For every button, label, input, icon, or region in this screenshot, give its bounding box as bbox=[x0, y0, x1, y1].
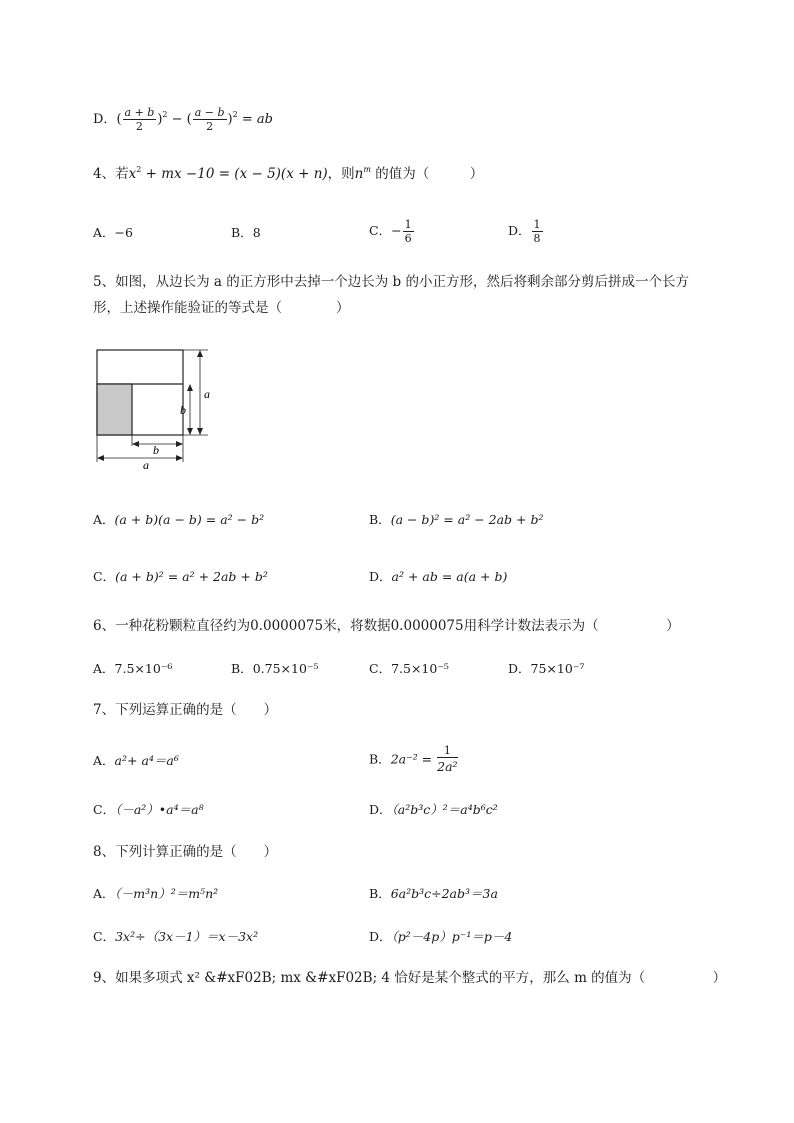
q5-stem-line2: 形，上述操作能验证的等式是（ ） bbox=[93, 300, 350, 316]
q5-stem-line1: 5、如图，从边长为 a 的正方形中去掉一个边长为 b 的小正方形，然后将剩余部分剪后拼成一个长方 bbox=[93, 274, 689, 290]
fraction: $\frac{1}{8}$ bbox=[533, 218, 541, 245]
q8-option-c[interactable]: C．3x²÷（3x－1）＝x－3x² bbox=[93, 929, 259, 944]
q5-option-c[interactable]: C．(a + b)² = a² + 2ab + b² bbox=[93, 569, 268, 584]
q8-option-a[interactable]: A．（－m³n）²＝m⁵n² bbox=[93, 886, 219, 901]
label-a-right: a bbox=[204, 387, 210, 401]
q7-option-c[interactable]: C．（－a²）•a⁴＝a⁸ bbox=[93, 802, 204, 817]
label-b-bottom: b bbox=[153, 443, 159, 457]
fraction: $\frac{1}{6}$ bbox=[404, 218, 412, 245]
q4-option-b[interactable]: B．8 bbox=[231, 225, 261, 240]
q5-option-a[interactable]: A．(a + b)(a − b) = a² − b² bbox=[93, 512, 265, 527]
q4-option-d[interactable]: D． $\frac{1}{8}$ bbox=[508, 218, 541, 245]
shaded-rectangle bbox=[97, 384, 132, 435]
label-a-bottom: a bbox=[143, 458, 149, 472]
option-label: D． bbox=[93, 112, 117, 127]
square-figure bbox=[90, 344, 225, 474]
q8-stem: 8、下列计算正确的是（ ） bbox=[93, 844, 278, 860]
q5-option-b[interactable]: B．(a − b)² = a² − 2ab + b² bbox=[369, 512, 544, 527]
q5-option-d[interactable]: D．a² + ab = a(a + b) bbox=[369, 569, 508, 584]
q6-option-a[interactable]: A．7.5×10⁻⁶ bbox=[93, 661, 173, 676]
q8-option-d[interactable]: D．（p²－4p）p⁻¹＝p－4 bbox=[369, 929, 513, 944]
rhs: ab bbox=[256, 112, 273, 127]
q4-option-c[interactable]: C．− $\frac{1}{6}$ bbox=[369, 218, 412, 245]
q6-option-d[interactable]: D．75×10⁻⁷ bbox=[508, 661, 585, 676]
q6-stem: 6、一种花粉颗粒直径约为0.0000075米，将数据0.0000075用科学计数法表示为（ ） bbox=[93, 618, 680, 634]
q4-option-a[interactable]: A．−6 bbox=[93, 225, 133, 240]
q4-stem: 4、若$x^2$ + mx −10 = (x − 5)(x + n)，则$n^m$ 的值为（ ） bbox=[93, 165, 484, 182]
q9-stem: 9、如果多项式 x² &#xF02B; mx &#xF02B; 4 恰好是某个整式的平方，那么 m 的值为（ ） bbox=[93, 970, 727, 986]
q7-stem: 7、下列运算正确的是（ ） bbox=[93, 702, 278, 718]
fraction: $\frac{a - b}{2}$ bbox=[194, 106, 225, 133]
q6-option-b[interactable]: B．0.75×10⁻⁵ bbox=[231, 661, 319, 676]
fraction: $\frac{1}{\text{2a²}}$ bbox=[437, 744, 458, 774]
fraction: $\frac{a + b}{2}$ bbox=[124, 106, 155, 133]
q7-option-a[interactable]: A．a²+ a⁴＝a⁶ bbox=[93, 753, 179, 768]
q8-option-b[interactable]: B．6a²b³c÷2ab³＝3a bbox=[369, 886, 498, 901]
q6-option-c[interactable]: C．7.5×10⁻⁵ bbox=[369, 661, 449, 676]
label-b-right: b bbox=[180, 403, 186, 417]
q7-option-d[interactable]: D．（a²b³c）²＝a⁴b⁶c² bbox=[369, 802, 498, 817]
q7-option-b[interactable]: B．2a⁻² = $\frac{1}{\text{2a²}}$ bbox=[369, 744, 458, 774]
q3-option-d[interactable]: D．( $\frac{a + b}{2}$ )$^2$ − ( $\frac{a - b}{2}$ )$^2$ = ab bbox=[93, 106, 273, 133]
